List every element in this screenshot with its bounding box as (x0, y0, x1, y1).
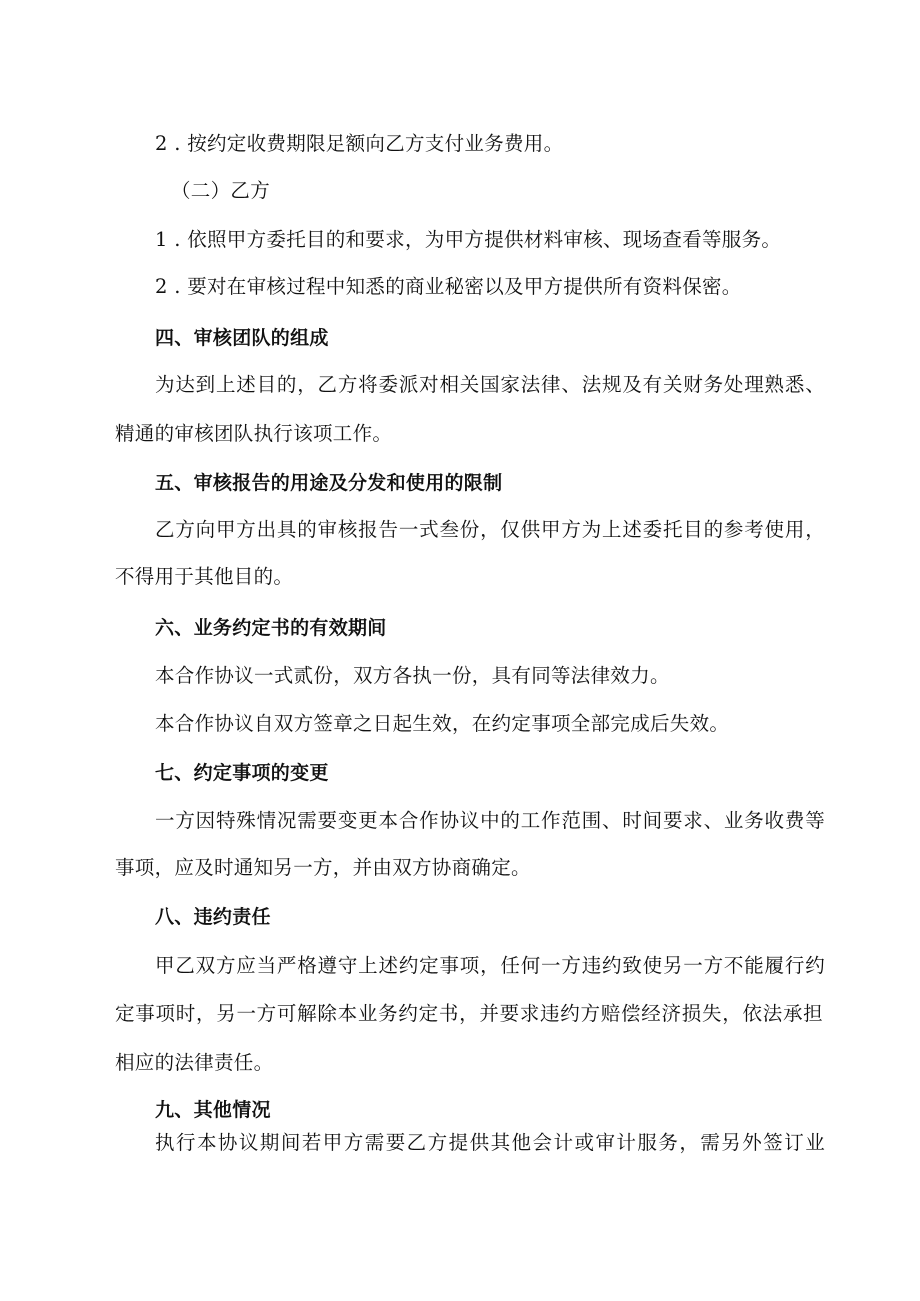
section-8-text-line-1: 甲乙双方应当严格遵守上述约定事项，任何一方违约致使另一方不能履行约 (155, 954, 825, 977)
section-8-title: 八、违约责任 (155, 906, 271, 928)
section-6-paragraph-1: 本合作协议一式贰份，双方各执一份，具有同等法律效力。 (155, 664, 670, 687)
section-4-title: 四、审核团队的组成 (155, 327, 329, 349)
section-6-paragraph-2: 本合作协议自双方签章之日起生效，在约定事项全部完成后失效。 (155, 712, 730, 735)
section-4-text-line-2: 精通的审核团队执行该项工作。 (115, 422, 393, 445)
section-5-text-line-1: 乙方向甲方出具的审核报告一式叁份，仅供甲方为上述委托目的参考使用， (155, 518, 825, 541)
section-4-text-line-1: 为达到上述目的，乙方将委派对相关国家法律、法规及有关财务处理熟悉、 (155, 373, 825, 396)
section-9-text-line-1: 执行本协议期间若甲方需要乙方提供其他会计或审计服务，需另外签订业 (155, 1131, 825, 1154)
section-5-text-line-2: 不得用于其他目的。 (115, 565, 294, 588)
section-6-title: 六、业务约定书的有效期间 (155, 617, 387, 639)
party-b-item-2: 2 . 要对在审核过程中知悉的商业秘密以及甲方提供所有资料保密。 (155, 275, 742, 298)
section-7-text-line-1: 一方因特殊情况需要变更本合作协议中的工作范围、时间要求、业务收费等 (155, 809, 825, 832)
party-b-item-1: 1 . 依照甲方委托目的和要求，为甲方提供材料审核、现场查看等服务。 (155, 228, 782, 251)
section-8-text-line-3: 相应的法律责任。 (115, 1051, 274, 1074)
section-5-title: 五、审核报告的用途及分发和使用的限制 (155, 472, 503, 494)
party-a-item-2: 2 . 按约定收费期限足额向乙方支付业务费用。 (155, 132, 564, 155)
section-9-title: 九、其他情况 (155, 1099, 271, 1121)
party-b-heading: （二）乙方 (171, 179, 271, 202)
section-7-title: 七、约定事项的变更 (155, 762, 329, 784)
section-8-text-line-2: 定事项时，另一方可解除本业务约定书，并要求违约方赔偿经济损失，依法承担 (115, 1002, 823, 1025)
section-7-text-line-2: 事项，应及时通知另一方，并由双方协商确定。 (115, 856, 531, 879)
